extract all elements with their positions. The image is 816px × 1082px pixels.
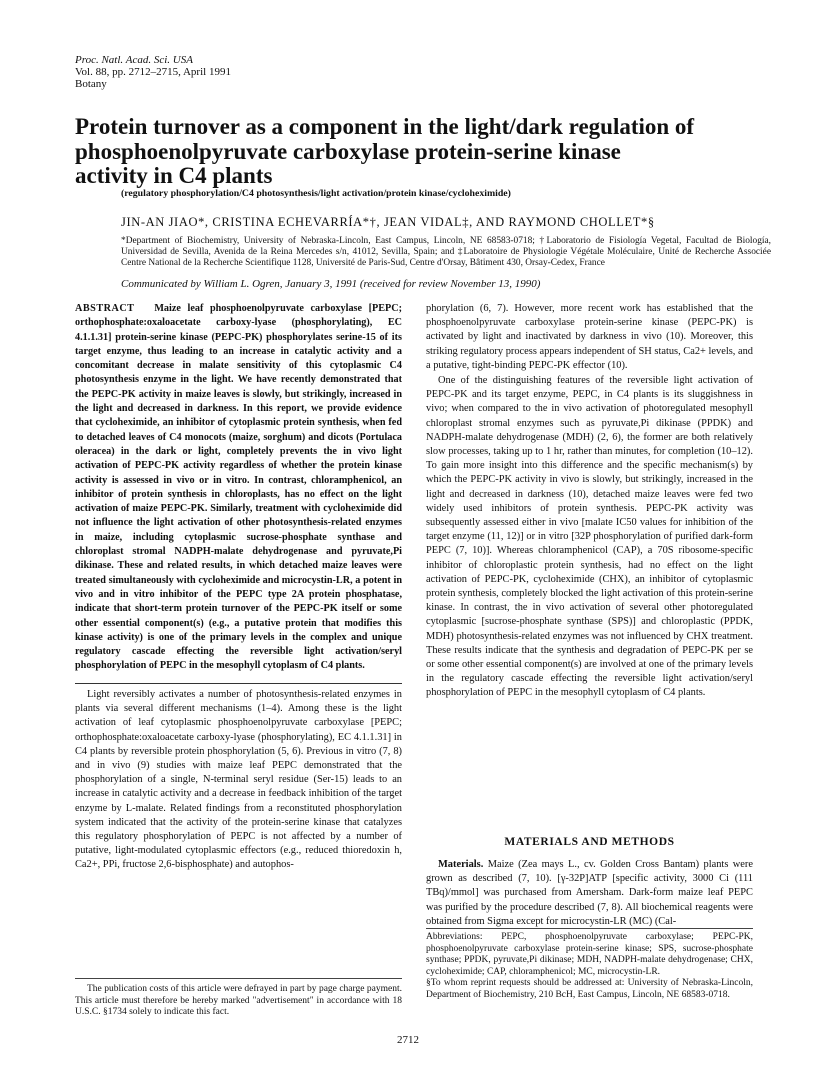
article-title <box>75 115 755 189</box>
title-line-3: activity in C4 plants <box>75 163 273 188</box>
authors: JIN-AN JIAO*, CRISTINA ECHEVARRÍA*†, JEAN VIDAL‡, AND RAYMOND CHOLLET*§ <box>121 215 655 229</box>
abstract-text: Maize leaf phosphoenolpyruvate carboxylase [PEPC; orthophosphate:oxaloacetate carboxy-lyase (phosphorylating), EC 4.1.1.31] protein-serine kinase (PEPC-PK) phosphorylates serine-15 of its target enzyme, thus leading to an increase in catalytic activity and a concomitant decrease in malate sensitivity of this cytoplasmic C4 photosynthesis enzyme in the light. We have recently demonstrated that the PEPC-PK activity in maize leaves is slowly, but strikingly, increased in the light and decreased in darkness. In this report, we provide evidence that cycloheximide, an inhibitor of cytoplasmic protein synthesis, when fed to detached leaves of C4 monocots (maize, sorghum) and dicots (Portulaca oleracea) in the dark or light, completely prevents the in vivo light activation of PEPC-PK activity regardless of whether the protein kinase activity is assessed in vivo or in vitro. In contrast, chloramphenicol, an inhibitor of protein synthesis in chloroplasts, has no effect on the light activation of maize PEPC-PK. Similarly, treatment with cycloheximide did not influence the light activation of other photosynthesis-related enzymes in maize, including cytoplasmic sucrose-phosphate synthase and chloroplast stromal NADPH-malate dehydrogenase and pyruvate,Pi dikinase. These and related results, in which detached maize leaves were treated simultaneously with cycloheximide and microcystin-LR, a potent in vivo and in vitro inhibitor of the PEPC type 2A protein phosphatase, indicate that short-term protein turnover of the PEPC-PK itself or some other essential component(s) (e.g., a putative protein that modifies this kinase activity) is one of the primary levels in the complex and unique regulatory cascade effecting the reversible light activation/seryl phosphorylation of PEPC in the mesophyll cytoplasm of C4 plants. <box>75 303 403 672</box>
journal-volume: Vol. 88, pp. 2712–2715, April 1991 <box>75 66 231 78</box>
reprint-footnote: §To whom reprint requests should be addressed at: University of Nebraska-Lincoln, Department of Biochemistry, 210 BcH, East Campus, Lincoln, NE 68583-0718. <box>426 978 753 1000</box>
journal-section: Botany <box>75 78 107 90</box>
abbreviations-footnote: Abbreviations: PEPC, phosphoenolpyruvate carboxylase; PEPC-PK, phosphoenolpyruvate carboxylase protein-serine kinase; SPS, sucrose-phosphate synthase; PPDK, pyruvate,Pi dikinase; MDH, NADPH-malate dehydrogenase; CHX, cycloheximide; CAP, chloramphenicol; MC, microcystin-LR. <box>426 932 753 977</box>
section-heading-materials-methods: MATERIALS AND METHODS <box>504 836 675 848</box>
abstract-label: ABSTRACT <box>75 303 135 314</box>
journal-name: Proc. Natl. Acad. Sci. USA <box>75 54 193 66</box>
publication-costs-note: The publication costs of this article were defrayed in part by page charge payment. This article must therefore be hereby marked "advertisement" in accordance with 18 U.S.C. §1734 solely to indicate this fact. <box>75 984 402 1017</box>
footnote-divider-right <box>426 928 753 929</box>
journal-header <box>75 54 231 90</box>
title-line-1: Protein turnover as a component in the light/dark regulation of <box>75 114 695 139</box>
materials-text: Maize (Zea mays L., cv. Golden Cross Bantam) plants were grown as described (7, 10). [γ-32P]ATP [specific activity, 3000 Ci (111 TBq)/mmol] was purchased from Amersham. Dark-form maize leaf PEPC was purified by the procedure described (7, 8). All biochemical reagents were obtained from Sigma except for microcystin-LR (MC) (Cal- <box>426 859 753 927</box>
footnote-divider-left <box>75 978 402 979</box>
keywords: (regulatory phosphorylation/C4 photosynthesis/light activation/protein kinase/cycloheximide) <box>121 188 511 199</box>
footnotes <box>426 932 753 1001</box>
abstract-divider <box>75 683 402 684</box>
right-column-paragraph-1: phorylation (6, 7). However, more recent work has established that the phosphoenolpyruvate carboxylase protein-serine kinase (PEPC-PK) is activated by light and inactivated by darkness in vivo (10). Moreover, this striking regulatory process appears independent of SH status, Ca2+ levels, and a putative, tight-binding PEPC-PK effector (10). <box>426 303 753 371</box>
right-column-paragraph-2: One of the distinguishing features of the reversible light activation of PEPC-PK and its target enzyme, PEPC, in C4 plants is its sluggishness in vivo; when compared to the in vivo activation of photoregulated mesophyll chloroplast stromal enzymes such as pyruvate,Pi dikinase (PPDK) and NADPH-malate dehydrogenase (MDH) (2, 6), the former are both relatively slow processes, taking up to 1 hr, rather than minutes, for completion (10–12). To gain more insight into this difference and the specific mechanism(s) by which the PEPC-PK activity in vivo is slowly, but strikingly, increased in the light and decreased in darkness (10), detached maize leaves were fed two widely used inhibitors of protein synthesis. PEPC-PK activity was subsequently assessed either in vivo [malate IC50 values for inhibition of the target enzyme (11, 12)] or in vitro [32P phosphorylation of purified dark-form PEPC (7, 10)]. Whereas chloramphenicol (CAP), a 70S ribosome-specific inhibitor of chloroplastic protein synthesis, had no effect on the light activation of PEPC-PK, cycloheximide (CHX), an inhibitor of cytoplasmic protein synthesis, completely blocked the light activation of this protein-serine kinase. In contrast, the in vivo activation of several other photoregulated cytoplasmic [sucrose-phosphate synthase (SPS)] and chloroplastic (PPDK, MDH) photosynthesis-related enzymes was not influenced by CHX treatment. These results indicate that the synthesis and degradation of PEPC-PK per se or some other essential component(s) are involved at one of the primary levels in the regulatory cascade effecting the reversible light activation/seryl phosphorylation of PEPC in the mesophyll cytoplasm of C4 plants. <box>426 375 753 699</box>
materials-paragraph <box>426 858 753 929</box>
page-number: 2712 <box>397 1034 419 1046</box>
title-line-2: phosphoenolpyruvate carboxylase protein-serine kinase <box>75 138 621 164</box>
communicated-by: Communicated by William L. Ogren, January 3, 1991 (received for review November 13, 1990) <box>121 278 541 290</box>
abstract <box>75 302 402 674</box>
introduction-paragraph: Light reversibly activates a number of photosynthesis-related enzymes in plants via several different mechanisms (1–4). Among these is the light activation of leaf cytoplasmic phosphoenolpyruvate carboxylase [PEPC; orthophosphate:oxaloacetate carboxy-lyase (phosphorylating), EC 4.1.1.31] in C4 plants by reversible protein phosphorylation (5, 6). Previous in vitro (7, 8) and in vivo (9) studies with maize leaf PEPC demonstrated that the phosphorylation of a single, N-terminal seryl residue (Ser-15) leads to an increase in catalytic activity and a decrease in feedback inhibition of the target enzyme by L-malate. Related findings from a reconstituted phosphorylation system indicated that the activity of the protein-serine kinase that catalyzes this regulatory phosphorylation of PEPC is not affected by a number of putative, light-modulated cytoplasmic effectors (e.g., reduced thioredoxin h, Ca2+, PPi, fructose 2,6-bisphosphate) and autophos- <box>75 689 402 871</box>
materials-label: Materials. <box>438 859 484 870</box>
affiliations: *Department of Biochemistry, University of Nebraska-Lincoln, East Campus, Lincoln, NE 68583-0718; †Laboratorio de Fisiología Vegetal, Facultad de Biología, Universidad de Sevilla, Avenida de la Reina Mercedes s/n, 41012, Sevilla, Spain; and ‡Laboratoire de Physiologie Végétale Moléculaire, Unité de Recherche Associée Centre National de la Recherche Scientifique 1128, Université de Paris-Sud, Centre d'Orsay, Bâtiment 430, Orsay-Cedex, France <box>121 236 771 269</box>
